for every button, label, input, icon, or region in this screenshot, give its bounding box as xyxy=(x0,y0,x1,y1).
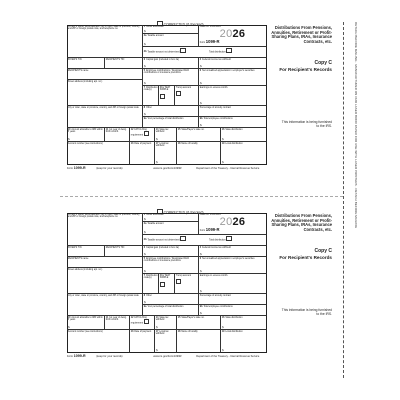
box6-num: 6 xyxy=(199,257,202,260)
footer-url[interactable]: www.irs.gov/Form1099R xyxy=(153,355,182,358)
box2b-not-determined-checkbox[interactable] xyxy=(180,48,186,53)
recipient-name-field[interactable] xyxy=(67,69,146,80)
ira-sep-simple[interactable] xyxy=(159,86,175,106)
dollar-sign: $ xyxy=(222,136,224,141)
box2a-label: Taxable amount xyxy=(147,34,164,37)
box5-num: 5 xyxy=(143,69,146,72)
box-annuity-percentage[interactable] xyxy=(199,294,267,305)
box2a-num: 2a xyxy=(143,34,147,37)
tax-year: 2026 xyxy=(219,28,246,41)
box15-label: State/Payer's state no. xyxy=(181,128,205,131)
box17-local-withheld[interactable] xyxy=(155,330,177,353)
dollar-sign: $ xyxy=(144,216,146,221)
box17-num: 17 xyxy=(155,142,159,145)
box2b-row xyxy=(143,235,267,246)
city-state-field[interactable] xyxy=(67,106,146,128)
box16-num: 16 xyxy=(221,128,225,131)
dollar-sign: $ xyxy=(144,299,146,304)
dollar-sign: $ xyxy=(200,63,202,68)
box13-label: Date of payment xyxy=(134,142,152,145)
payer-tin-label: PAYER'S TIN xyxy=(67,58,82,61)
annuity-percentage-label: Percentage of annuity contract xyxy=(199,106,231,109)
box5-num: 5 xyxy=(143,257,146,260)
box13-date-of-payment[interactable] xyxy=(130,330,155,353)
box12-label: FATCA filing requirement xyxy=(130,128,147,137)
box12-num: 12 xyxy=(130,128,134,131)
box2a-label: Taxable amount xyxy=(147,222,164,225)
payer-tin-field[interactable] xyxy=(67,246,105,257)
box19-num: 19 xyxy=(221,330,225,333)
dollar-sign: $ xyxy=(200,122,202,127)
footer-form-name: 1099-R xyxy=(73,166,86,170)
box1a-label: Trump account xyxy=(175,274,192,277)
box16-num: 16 xyxy=(221,316,225,319)
street-address-field[interactable] xyxy=(67,268,146,294)
box15-num: 15 xyxy=(177,316,181,319)
box19-label: Local distribution xyxy=(225,142,243,145)
box-earnings-excess[interactable] xyxy=(199,86,267,106)
box13-date-of-payment[interactable] xyxy=(130,142,155,165)
city-label: City or town, state or province, country, and ZIP or foreign postal code xyxy=(67,294,139,297)
box18-locality[interactable] xyxy=(177,330,221,353)
form-copy-bottom xyxy=(67,210,333,363)
box11-roth-year[interactable] xyxy=(105,316,130,330)
box8-other[interactable] xyxy=(143,106,199,117)
fatca-checkbox[interactable] xyxy=(144,131,150,136)
box17-num: 17 xyxy=(155,330,159,333)
box4-label: Federal income tax withheld xyxy=(202,246,231,249)
box9b-num: 9b xyxy=(199,117,203,120)
box12-fatca[interactable] xyxy=(130,128,155,142)
form-name: 1099-R xyxy=(205,39,220,45)
dollar-sign: $ xyxy=(156,136,158,141)
box1a-label: Trump account xyxy=(175,86,192,89)
box2b-total-distribution xyxy=(209,236,233,242)
box12-fatca[interactable] xyxy=(130,316,155,330)
payer-tin-label: PAYER'S TIN xyxy=(67,246,82,249)
city-label: City or town, state or province, country, and ZIP or foreign postal code xyxy=(67,106,139,109)
dollar-sign: $ xyxy=(144,268,146,273)
ira-label: IRA/ SEP/ SIMPLE xyxy=(159,274,171,280)
form-name-row: Form 1099-R xyxy=(199,39,220,45)
box2b-total-checkbox[interactable] xyxy=(226,236,232,241)
recipient-tin-field[interactable] xyxy=(105,246,146,257)
recipient-tin-label: RECIPIENT'S TIN xyxy=(105,58,125,61)
box13-num: 13 xyxy=(130,330,134,333)
ira-sep-simple[interactable] xyxy=(159,274,175,294)
dollar-sign: $ xyxy=(144,80,146,85)
box9a-percentage[interactable] xyxy=(143,117,199,128)
footer-form-name: 1099-R xyxy=(73,354,86,358)
box1-label: Gross distribution xyxy=(146,25,164,28)
box2b-not-determined-checkbox[interactable] xyxy=(180,236,186,241)
box2b-num: 2b xyxy=(143,51,147,54)
box19-label: Local distribution xyxy=(225,330,243,333)
box5-label: Employee contributions / Designated Roth contributions or insurance premiums xyxy=(143,257,189,263)
box8-label: Other xyxy=(146,294,152,297)
box7-label: Distribution code(s) xyxy=(143,86,158,92)
omb-number: OMB No. 1545-0119 xyxy=(199,213,221,216)
street-label: Street address (including apt. no.) xyxy=(67,268,103,271)
box4-label: Federal income tax withheld xyxy=(202,58,231,61)
box1-label: Gross distribution xyxy=(146,213,164,216)
box14-state-withheld[interactable] xyxy=(155,128,177,142)
box3-num: 3 xyxy=(143,246,146,249)
account-label: Account number (see instructions) xyxy=(67,330,103,333)
city-state-field[interactable] xyxy=(67,294,146,316)
payer-info-label: PAYER'S name, street address, city or town, state or province, country, and ZIP or foreign postal code, and telephone no. xyxy=(67,213,140,219)
dollar-sign: $ xyxy=(222,324,224,329)
omb-number: OMB No. 1545-0119 xyxy=(199,25,221,28)
box19-local-distribution[interactable] xyxy=(221,330,267,353)
account-number-field[interactable] xyxy=(67,330,130,353)
horizontal-perforation xyxy=(60,196,343,197)
box2a-taxable-amount[interactable] xyxy=(143,222,199,235)
box1-num: 1 xyxy=(143,25,146,28)
box16-state-distribution[interactable] xyxy=(221,316,267,330)
street-address-field[interactable] xyxy=(67,80,146,106)
form-title: Distributions From Pensions, Annuities, Retirement or Profit-Sharing Plans, IRAs, Insurance Contracts, etc. xyxy=(271,213,332,232)
box3-capital-gain[interactable] xyxy=(143,58,202,69)
box14-label: State tax withheld xyxy=(155,128,169,134)
recipient-tin-field[interactable] xyxy=(105,58,146,69)
box1-gross-distribution[interactable] xyxy=(143,213,199,222)
box19-local-distribution[interactable] xyxy=(221,142,267,165)
box-annuity-percentage[interactable] xyxy=(199,106,267,117)
footer-url[interactable]: www.irs.gov/Form1099R xyxy=(153,167,182,170)
recipient-name-field[interactable] xyxy=(67,257,146,268)
box7-num: 7 xyxy=(143,274,146,277)
box1a-trump-account[interactable] xyxy=(175,86,199,106)
box4-num: 4 xyxy=(199,246,202,249)
box3-capital-gain[interactable] xyxy=(143,246,202,257)
box18-num: 18 xyxy=(177,142,181,145)
box17-label: Local tax withheld xyxy=(155,142,169,148)
box15-num: 15 xyxy=(177,128,181,131)
street-label: Street address (including apt. no.) xyxy=(67,80,103,83)
box10-irr-amount[interactable] xyxy=(67,316,105,330)
box14-label: State tax withheld xyxy=(155,316,169,322)
payer-tin-field[interactable] xyxy=(67,58,105,69)
box11-roth-year[interactable] xyxy=(105,128,130,142)
box11-num: 11 xyxy=(105,128,109,131)
form-footer: Form 1099-R (keep for your records) www.irs.gov/Form1099R Department of the Treasury - Internal Revenue Service xyxy=(67,354,260,358)
dollar-sign: $ xyxy=(200,310,202,315)
box9a-num: 9a xyxy=(143,117,147,120)
irs-notice: This information is being furnished to the IRS. xyxy=(281,308,332,316)
box1a-checkbox[interactable] xyxy=(176,91,182,96)
box1-num: 1 xyxy=(143,213,146,216)
box2b-not-determined-label: Taxable amount not determined xyxy=(147,239,180,242)
box12-num: 12 xyxy=(130,316,134,319)
ira-label: IRA/ SEP/ SIMPLE xyxy=(159,86,171,92)
box15-state-no[interactable] xyxy=(177,128,221,142)
box3-num: 3 xyxy=(143,58,146,61)
box8-label: Other xyxy=(146,106,152,109)
box8-num: 8 xyxy=(143,106,146,109)
box13-label: Date of payment xyxy=(134,330,152,333)
payer-info-label: PAYER'S name, street address, city or town, state or province, country, and ZIP or foreign postal code, and telephone no. xyxy=(67,25,140,31)
dollar-sign: $ xyxy=(68,136,70,141)
box10-num: 10 xyxy=(67,316,71,319)
dollar-sign: $ xyxy=(200,251,202,256)
payer-info-field[interactable] xyxy=(67,213,146,246)
box16-label: State distribution xyxy=(225,128,243,131)
box9a-label: Your percentage of total distribution xyxy=(147,305,184,308)
year-block xyxy=(199,25,267,47)
box10-num: 10 xyxy=(67,128,71,131)
footer-keep: (keep for your records) xyxy=(96,167,123,170)
box12-label: FATCA filing requirement xyxy=(130,316,147,325)
vertical-perforation xyxy=(343,22,344,378)
dollar-sign: $ xyxy=(144,41,146,46)
box17-local-withheld[interactable] xyxy=(155,142,177,165)
box9b-label: Total employee contributions xyxy=(203,305,233,308)
box1a-trump-account[interactable] xyxy=(175,274,199,294)
box18-label: Name of locality xyxy=(181,142,198,145)
box2b-total-label: Total distribution xyxy=(209,239,226,242)
dollar-sign: $ xyxy=(68,324,70,329)
box6-net-unrealized[interactable] xyxy=(199,69,267,86)
corrected-label: CORRECTED (if checked) xyxy=(163,22,204,27)
box2b-row xyxy=(143,47,267,58)
earnings-excess-label: Earnings on excess contrib. xyxy=(199,86,229,89)
box9b-num: 9b xyxy=(199,305,203,308)
box2a-taxable-amount[interactable] xyxy=(143,34,199,47)
ira-checkbox[interactable] xyxy=(160,94,166,99)
dollar-sign: $ xyxy=(144,111,146,116)
copy-label: Copy C xyxy=(314,248,332,254)
box6-net-unrealized[interactable] xyxy=(199,257,267,274)
box15-state-no[interactable] xyxy=(177,316,221,330)
dollar-sign: $ xyxy=(200,80,202,85)
box5-employee-contributions[interactable] xyxy=(143,257,202,274)
for-recipient-label: For Recipient's Records xyxy=(279,67,332,72)
box18-locality[interactable] xyxy=(177,142,221,165)
ira-checkbox[interactable] xyxy=(160,282,166,287)
box3-label: Capital gain (included in box 2a) xyxy=(146,246,179,249)
box7-distribution-code[interactable] xyxy=(143,86,159,106)
box15-label: State/Payer's state no. xyxy=(181,316,205,319)
box2b-total-label: Total distribution xyxy=(209,51,226,54)
box-earnings-excess[interactable] xyxy=(199,274,267,294)
dollar-sign: $ xyxy=(200,288,202,293)
box14-num: 14 xyxy=(155,316,159,319)
account-number-field[interactable] xyxy=(67,142,130,165)
earnings-excess-label: Earnings on excess contrib. xyxy=(199,274,229,277)
recipient-name-label: RECIPIENT'S name xyxy=(67,257,89,260)
dollar-sign: $ xyxy=(222,159,224,164)
recipient-tin-label: RECIPIENT'S TIN xyxy=(105,246,125,249)
box2b-not-determined-label: Taxable amount not determined xyxy=(147,51,180,54)
box2a-num: 2a xyxy=(143,222,147,225)
box7-distribution-code[interactable] xyxy=(143,274,159,294)
box13-num: 13 xyxy=(130,142,134,145)
box11-label: 1st year of desig. Roth contrib. xyxy=(105,316,127,322)
box9a-label: Your percentage of total distribution xyxy=(147,117,184,120)
fatca-checkbox[interactable] xyxy=(144,319,150,324)
side-margin-text xyxy=(349,22,363,382)
box1a-checkbox[interactable] xyxy=(176,279,182,284)
form-name-row: Form 1099-R xyxy=(199,227,220,233)
year-block xyxy=(199,213,267,235)
box8-other[interactable] xyxy=(143,294,199,305)
box9a-num: 9a xyxy=(143,305,147,308)
box18-num: 18 xyxy=(177,330,181,333)
footer-dept: Department of the Treasury - Internal Revenue Service xyxy=(196,355,260,358)
dollar-sign: $ xyxy=(200,100,202,105)
box14-state-withheld[interactable] xyxy=(155,316,177,330)
account-label: Account number (see instructions) xyxy=(67,142,103,145)
box17-label: Local tax withheld xyxy=(155,330,169,336)
tax-year: 2026 xyxy=(219,216,246,229)
dollar-sign: $ xyxy=(144,229,146,234)
dollar-sign: $ xyxy=(144,63,146,68)
box7-num: 7 xyxy=(143,86,146,89)
dollar-sign: $ xyxy=(156,159,158,164)
box6-label: Net unrealized appreciation in employer's securities xyxy=(202,257,255,260)
box8-num: 8 xyxy=(143,294,146,297)
box9a-percentage[interactable] xyxy=(143,305,199,316)
dollar-sign: $ xyxy=(144,251,146,256)
box1-gross-distribution[interactable] xyxy=(143,25,199,34)
box18-label: Name of locality xyxy=(181,330,198,333)
form-footer: Form 1099-R (keep for your records) www.irs.gov/Form1099R Department of the Treasury - Internal Revenue Service xyxy=(67,166,260,170)
irs-notice: This information is being furnished to the IRS. xyxy=(281,120,332,128)
box10-label: Amount allocable to IRR within 5 years xyxy=(67,316,103,322)
box3-label: Capital gain (included in box 2a) xyxy=(146,58,179,61)
box5-label: Employee contributions / Designated Roth contributions or insurance premiums xyxy=(143,69,189,75)
box4-num: 4 xyxy=(199,58,202,61)
box6-label: Net unrealized appreciation in employer's securities xyxy=(202,69,255,72)
dollar-sign: $ xyxy=(144,28,146,33)
dollar-sign: $ xyxy=(222,347,224,352)
side-margin-label: DETACH BEFORE MAILING · MANUFACTURED ON OUR LASER BOND PAPER FOR USE WITH LASER PRINTERS · DETACH BEFORE MAILING xyxy=(354,22,358,228)
footer-dept: Department of the Treasury - Internal Revenue Service xyxy=(196,167,260,170)
box5-employee-contributions[interactable] xyxy=(143,69,202,86)
form-title: Distributions From Pensions, Annuities, Retirement or Profit-Sharing Plans, IRAs, Insurance Contracts, etc. xyxy=(271,25,332,44)
payer-info-field[interactable] xyxy=(67,25,146,58)
box9b-total-contributions[interactable] xyxy=(199,117,267,128)
corrected-label: CORRECTED (if checked) xyxy=(163,210,204,215)
form-copy-top xyxy=(67,22,333,175)
footer-keep: (keep for your records) xyxy=(96,355,123,358)
form-name: 1099-R xyxy=(205,227,220,233)
annuity-percentage-label: Percentage of annuity contract xyxy=(199,294,231,297)
box2b-num: 2b xyxy=(143,239,147,242)
box6-num: 6 xyxy=(199,69,202,72)
box7-label: Distribution code(s) xyxy=(143,274,158,280)
box10-label: Amount allocable to IRR within 5 years xyxy=(67,128,103,134)
box4-federal-withheld[interactable] xyxy=(199,58,267,69)
for-recipient-label: For Recipient's Records xyxy=(279,255,332,260)
box11-num: 11 xyxy=(105,316,109,319)
box19-num: 19 xyxy=(221,142,225,145)
box10-irr-amount[interactable] xyxy=(67,128,105,142)
dollar-sign: $ xyxy=(200,268,202,273)
box16-state-distribution[interactable] xyxy=(221,128,267,142)
box2b-total-checkbox[interactable] xyxy=(226,48,232,53)
box2b-total-distribution xyxy=(209,48,233,54)
dollar-sign: $ xyxy=(156,324,158,329)
box14-num: 14 xyxy=(155,128,159,131)
box11-label: 1st year of desig. Roth contrib. xyxy=(105,128,127,134)
recipient-name-label: RECIPIENT'S name xyxy=(67,69,89,72)
box9b-total-contributions[interactable] xyxy=(199,305,267,316)
box4-federal-withheld[interactable] xyxy=(199,246,267,257)
box16-label: State distribution xyxy=(225,316,243,319)
copy-label: Copy C xyxy=(314,60,332,66)
box9b-label: Total employee contributions xyxy=(203,117,233,120)
dollar-sign: $ xyxy=(156,347,158,352)
